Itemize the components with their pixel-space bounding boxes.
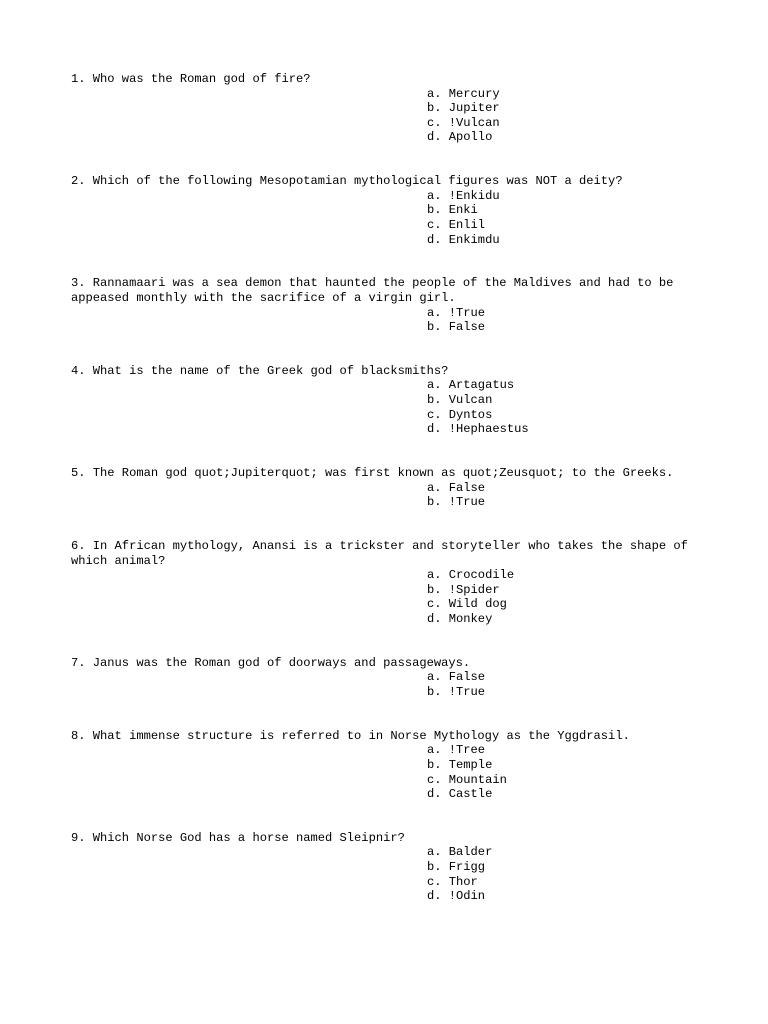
option-text: !True: [448, 305, 486, 320]
option-letter: b.: [427, 582, 442, 597]
option-text: !Spider: [448, 582, 500, 597]
question-prompt: In African mythology, Anansi is a trickster and storyteller who takes the shape of which animal?: [71, 539, 696, 568]
answer-option: [427, 218, 711, 233]
question-prompt: What is the name of the Greek god of blacksmiths?: [92, 363, 449, 378]
answer-option: [427, 481, 711, 496]
question-prompt: What immense structure is referred to in Norse Mythology as the Yggdrasil.: [92, 728, 630, 743]
answer-option: [427, 773, 711, 788]
option-letter: d.: [427, 889, 442, 904]
option-letter: c.: [427, 407, 442, 422]
option-letter: d.: [427, 787, 442, 802]
answer-option: [427, 685, 711, 700]
answer-option: [427, 130, 711, 145]
answer-option: [427, 393, 711, 408]
answer-option: [427, 758, 711, 773]
option-letter: b.: [427, 393, 442, 408]
option-letter: c.: [427, 874, 442, 889]
question-text: [71, 72, 707, 87]
question-prompt: Which of the following Mesopotamian mythological figures was NOT a deity?: [92, 174, 623, 189]
answer-option: [427, 320, 711, 335]
question-block: [71, 466, 711, 510]
question-prompt: Who was the Roman god of fire?: [92, 72, 311, 86]
option-letter: c.: [427, 115, 442, 130]
answer-option: [427, 203, 711, 218]
answer-option: [427, 189, 711, 204]
answer-options: [427, 845, 711, 903]
option-letter: b.: [427, 101, 442, 116]
question-block: [71, 276, 711, 334]
answer-option: [427, 101, 711, 116]
question-text: [71, 466, 707, 481]
answer-options: [427, 189, 711, 247]
question-number: 7.: [71, 655, 86, 670]
option-text: Artagatus: [448, 378, 515, 393]
answer-option: [427, 306, 711, 321]
option-letter: d.: [427, 232, 442, 247]
option-text: !Hephaestus: [448, 422, 529, 437]
option-letter: d.: [427, 422, 442, 437]
option-text: Frigg: [448, 860, 486, 875]
option-text: Thor: [448, 874, 478, 889]
option-text: False: [448, 480, 486, 495]
option-text: Mercury: [448, 86, 500, 101]
question-block: [71, 539, 711, 627]
option-text: Monkey: [448, 611, 493, 626]
option-letter: b.: [427, 860, 442, 875]
answer-option: [427, 422, 711, 437]
answer-option: [427, 670, 711, 685]
option-letter: a.: [427, 188, 442, 203]
answer-option: [427, 116, 711, 131]
option-text: !Vulcan: [448, 115, 500, 130]
option-letter: a.: [427, 86, 442, 101]
option-text: Jupiter: [448, 101, 500, 116]
answer-option: [427, 87, 711, 102]
option-letter: b.: [427, 320, 442, 335]
question-prompt: Rannamaari was a sea demon that haunted the people of the Maldives and had to be appeased monthly with the sacrifice of a virgin girl.: [71, 276, 681, 305]
question-prompt: The Roman god quot;Jupiterquot; was first known as quot;Zeusquot; to the Greeks.: [92, 466, 674, 481]
option-text: Crocodile: [448, 568, 515, 583]
answer-option: [427, 597, 711, 612]
question-number: 8.: [71, 728, 86, 743]
question-text: [71, 364, 707, 379]
answer-option: [427, 495, 711, 510]
option-letter: a.: [427, 568, 442, 583]
option-text: False: [448, 670, 486, 685]
question-block: [71, 656, 711, 700]
option-letter: a.: [427, 378, 442, 393]
option-text: Wild dog: [448, 597, 507, 612]
question-block: [71, 72, 711, 145]
option-letter: a.: [427, 480, 442, 495]
question-text: [71, 539, 707, 568]
answer-option: [427, 378, 711, 393]
answer-option: [427, 583, 711, 598]
option-text: Castle: [448, 787, 493, 802]
option-text: Temple: [448, 757, 493, 772]
option-text: Balder: [448, 845, 493, 860]
option-letter: c.: [427, 772, 442, 787]
question-text: [71, 831, 707, 846]
question-text: [71, 174, 707, 189]
option-text: Dyntos: [448, 407, 493, 422]
answer-options: [427, 378, 711, 436]
option-letter: d.: [427, 611, 442, 626]
answer-options: [427, 670, 711, 699]
option-text: !True: [448, 684, 486, 699]
question-prompt: Janus was the Roman god of doorways and passageways.: [92, 655, 471, 670]
answer-option: [427, 408, 711, 423]
quiz-document: [71, 72, 711, 933]
answer-options: [427, 306, 711, 335]
question-block: [71, 729, 711, 802]
question-text: [71, 656, 707, 671]
option-text: !Tree: [448, 743, 486, 758]
answer-option: [427, 233, 711, 248]
option-letter: b.: [427, 757, 442, 772]
question-number: 4.: [71, 363, 86, 378]
option-text: !Odin: [448, 889, 486, 904]
option-letter: a.: [427, 743, 442, 758]
answer-options: [427, 87, 711, 145]
question-number: 6.: [71, 539, 86, 553]
question-text: [71, 729, 707, 744]
question-block: [71, 174, 711, 247]
option-letter: d.: [427, 130, 442, 145]
option-letter: c.: [427, 597, 442, 612]
answer-option: [427, 889, 711, 904]
answer-options: [427, 568, 711, 626]
option-text: Vulcan: [448, 393, 493, 408]
option-letter: b.: [427, 495, 442, 510]
question-number: 2.: [71, 174, 86, 189]
option-letter: a.: [427, 670, 442, 685]
option-text: Mountain: [448, 772, 507, 787]
answer-option: [427, 568, 711, 583]
question-number: 1.: [71, 72, 86, 86]
option-letter: a.: [427, 845, 442, 860]
question-block: [71, 831, 711, 904]
question-prompt: Which Norse God has a horse named Sleipnir?: [92, 830, 405, 845]
option-text: Enki: [448, 203, 478, 218]
question-number: 9.: [71, 830, 86, 845]
option-text: Apollo: [448, 130, 493, 145]
option-text: !Enkidu: [448, 188, 500, 203]
answer-options: [427, 743, 711, 801]
answer-option: [427, 612, 711, 627]
answer-option: [427, 743, 711, 758]
option-letter: a.: [427, 305, 442, 320]
option-text: Enlil: [448, 217, 486, 232]
question-number: 5.: [71, 466, 86, 481]
question-block: [71, 364, 711, 437]
option-text: False: [448, 320, 486, 335]
answer-option: [427, 875, 711, 890]
option-text: !True: [448, 495, 486, 510]
option-letter: b.: [427, 203, 442, 218]
question-number: 3.: [71, 276, 86, 291]
question-text: [71, 276, 707, 305]
option-letter: c.: [427, 217, 442, 232]
option-text: Enkimdu: [448, 232, 500, 247]
answer-option: [427, 860, 711, 875]
answer-option: [427, 787, 711, 802]
answer-option: [427, 845, 711, 860]
option-letter: b.: [427, 684, 442, 699]
answer-options: [427, 481, 711, 510]
